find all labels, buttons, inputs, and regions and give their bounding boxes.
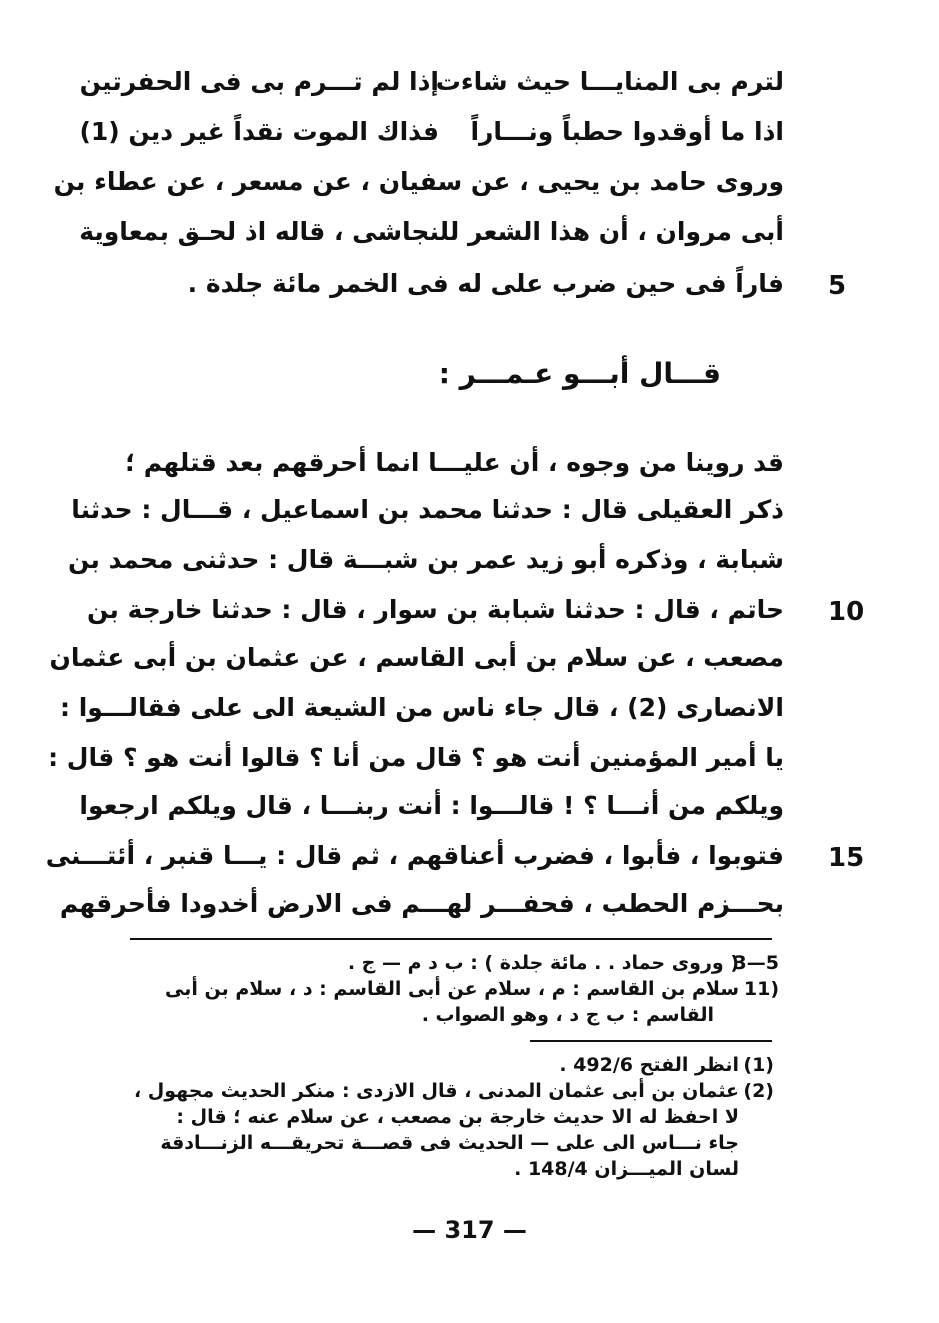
apparatus-line: ( وروى حماد . . مائة جلدة ) : ب د م — ج . — [347, 952, 739, 974]
text-line: الانصارى (2) ، قال جاء ناس من الشيعة الى على فقالـــوا : — [60, 693, 784, 722]
verse-1-hemistich-left: إذا لم تـــرم بى فى الحفرتين — [79, 67, 439, 96]
text-line: يا أمير المؤمنين أنت هو ؟ قال من أنا ؟ قالوا أنت هو ؟ قال : — [48, 743, 784, 772]
verse-2-hemistich-right: اذا ما أوقدوا حطباً ونـــاراً — [470, 117, 784, 146]
text-line: وروى حامد بن يحيى ، عن سفيان ، عن مسعر ، عن عطاء بن — [53, 167, 784, 196]
text-line: شبابة ، وذكره أبو زيد عمر بن شبـــة قال : حدثنى محمد بن — [68, 545, 784, 574]
footnote-line: لا احفظ له الا حديث خارجة بن مصعب ، عن سلام عنه ؛ قال : — [176, 1106, 739, 1128]
page-number: — 317 — — [412, 1216, 527, 1244]
text-line: فاراً فى حين ضرب على له فى الخمر مائة جلدة . — [187, 269, 784, 298]
text-line: ذكر العقيلى قال : حدثنا محمد بن اسماعيل ، قـــال : حدثنا — [71, 495, 784, 524]
line-number: 10 — [828, 597, 865, 627]
apparatus-rule — [130, 938, 772, 940]
text-line: بحـــزم الحطب ، فحفـــر لهـــم فى الارض أخدودا فأحرقهم — [59, 889, 784, 918]
footnote-line: جاء نـــاس الى على — الحديث فى قصـــة تحريقـــه الزنـــادقة — [160, 1132, 739, 1154]
footnote-ref: (1) — [743, 1054, 774, 1076]
verse-2-hemistich-left: فذاك الموت نقداً غير دين (1) — [79, 117, 439, 146]
text-line: قد روينا من وجوه ، أن عليـــا انما أحرقهم بعد قتلهم ؛ — [125, 448, 784, 477]
line-number: 15 — [828, 843, 865, 873]
footnote-line: لسان الميـــزان 148/4 . — [514, 1158, 739, 1180]
apparatus-ref: 3—5 — [733, 952, 779, 974]
footnote-rule — [530, 1040, 772, 1042]
line-number: 5 — [828, 271, 847, 301]
verse-1-hemistich-right: لترم بى المنايـــا حيث شاءت — [435, 67, 784, 96]
footnote-line: انظر الفتح 492/6 . — [559, 1054, 739, 1076]
text-line: مصعب ، عن سلام بن أبى القاسم ، عن عثمان بن أبى عثمان — [49, 643, 784, 672]
text-line: أبى مروان ، أن هذا الشعر للنجاشى ، قاله اذ لحـق بمعاوية — [79, 217, 784, 246]
footnote-line: عثمان بن أبى عثمان المدنى ، قال الازدى : منكر الحديث مجهول ، — [133, 1080, 739, 1102]
text-line: ويلكم من أنـــا ؟ ! قالـــوا : أنت ربنـــا ، قال ويلكم ارجعوا — [79, 791, 784, 820]
apparatus-line: سلام بن القاسم : م ، سلام عن أبى القاسم : د ، سلام بن أبى — [165, 978, 739, 1000]
footnote-ref: (2) — [743, 1080, 774, 1102]
section-heading: قـــال أبـــو عـمـــر : — [438, 357, 721, 390]
text-line: حاتم ، قال : حدثنا شبابة بن سوار ، قال : حدثنا خارجة بن — [87, 595, 784, 624]
text-line: فتوبوا ، فأبوا ، فضرب أعناقهم ، ثم قال : يـــا قنبر ، أئتـــنى — [45, 841, 784, 870]
apparatus-line: القاسم : ب ج د ، وهو الصواب . — [421, 1004, 714, 1026]
apparatus-ref: 11) — [743, 978, 779, 1000]
